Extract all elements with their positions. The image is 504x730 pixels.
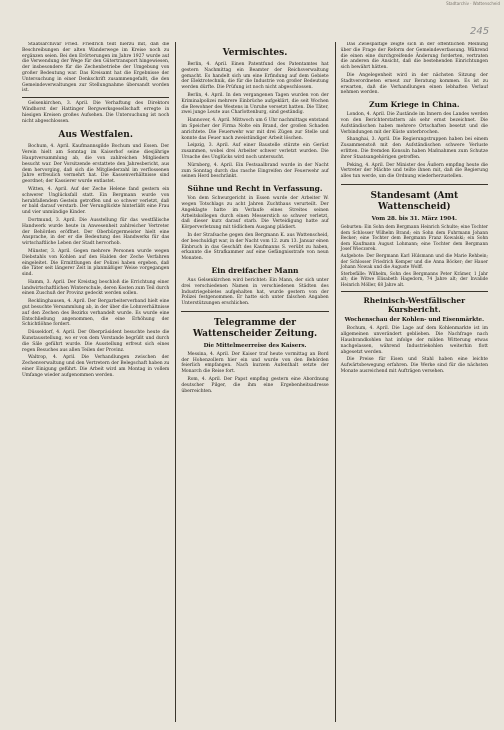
article-text: Aus Gelsenkirchen wird berichtet: Ein Mann, der sich unter drei verschiedenen Namen in verschiedenen Städten des Industriegebietes aufgehalten hat, wurde gestern von der Polizei festgenommen. Er hatte sich unter falschen Angaben Unterstützungen erschlichen.	[181, 277, 329, 307]
registry-births: Geburten: Ein Sohn dem Bergmann Heinrich Schulte; eine Tochter dem Schlosser Wilhelm Brand; ein Sohn dem Fuhrmann Johann Becker; eine Tochter dem Bergmann Franz Kowalski; ein Sohn dem Kaufmann August Lohmann; eine Tochter dem Bergmann Josef Wieczorek.	[340, 224, 488, 253]
column-2	[175, 42, 328, 722]
section-heading: Aus Westfalen.	[58, 130, 133, 141]
section-heading: Zum Kriege in China.	[369, 100, 460, 110]
divider	[22, 97, 169, 98]
divider	[341, 184, 488, 185]
handwritten-page-number: 245	[470, 26, 490, 37]
article-text: Recklinghausen, 4. April. Der Bergarbeiterverband hielt eine gut besuchte Versammlung ab, in der über die Lohnverhältnisse auf den Zechen des Bezirks verhandelt wurde. Es wurde eine Entschließung angenommen, die eine Erhöhung der Schichtlöhne fordert.	[22, 299, 170, 328]
article-text: Düsseldorf, 4. April. Der Oberpräsident besuchte heute die Kunstausstellung, wo er von dem Vorstande begrüßt und durch die Säle geführt wurde. Die Ausstellung erfreut sich eines regen Besuches aus allen Teilen der Provinz.	[22, 330, 170, 353]
section-heading: Vermischtes.	[222, 48, 288, 58]
newspaper-page	[22, 42, 488, 722]
article-text: Gelsenkirchen, 3. April. Die Verhaftung des Direktors Windhorst der Hattinger Bergwerksgesellschaft erregte in hiesigen Kreisen großes Aufsehen. Die Untersuchung ist noch nicht abgeschlossen.	[22, 101, 170, 124]
article-text: Waltrop, 4. April. Die Verhandlungen zwischen der Zechenverwaltung und den Vertretern der Belegschaft haben zu einer Einigung geführt. Die Arbeit wird am Montag in vollem Umfange wieder aufgenommen werden.	[22, 355, 170, 378]
column-1	[22, 42, 169, 722]
article-text: Hannover, 4. April. Mittwoch um 6 Uhr nachmittags entstand im Speicher der Firma Nolte ein Brand, der großen Schaden anrichtete. Die Feuerwehr war mit drei Zügen zur Stelle und konnte das Feuer nach zweistündiger Arbeit löschen.	[181, 118, 329, 141]
divider	[341, 291, 488, 292]
archive-stamp: Stadtarchiv · Wattenscheid	[446, 1, 500, 6]
section-heading: Standesamt (Amt Wattenscheid)	[370, 190, 459, 212]
article-text: Leipzig, 3. April. Auf einer Baustelle stürzte ein Gerüst zusammen, wobei drei Arbeiter schwer verletzt wurden. Die Ursache des Unglücks wird noch untersucht.	[181, 143, 329, 160]
section-heading: Ein dreifacher Mann	[211, 265, 299, 275]
article-text: Bochum, 4. April. Die Lage auf dem Kohlenmarkte ist im allgemeinen unverändert geblieben. Die Nachfrage nach Hausbrandkohlen hat infolge der milden Witterung etwas nachgelassen, während Industriekohlen weiterhin flott abgesetzt werden.	[340, 326, 488, 355]
article-text: Staatsarchivar Fried. Friedrich teilt hierzu mit, daß die Beschreibungen der alten Wanderwege im Kreise noch zu ergänzen seien. Bei den Erörterungen im Jahre 1927 wurde auf die Verwendung der Wege für den Gütertransport hingewiesen, der insbesondere für die Zechenbetriebe der Umgebung von großer Bedeutung war. Das Kreisamt hat die Ergebnisse der Untersuchung in einer Denkschrift zusammengefaßt, die den Gemeindeverwaltungen zur Stellungnahme übersandt worden ist.	[22, 42, 170, 94]
article-text: Peking, 4. April. Der Minister des Äußern empfing heute die Vertreter der Mächte und teilte ihnen mit, daß die Regierung alles tun werde, um die Ordnung wiederherzustellen.	[340, 162, 488, 180]
article-text: Messina, 4. April. Der Kaiser traf heute vormittag an Bord der Hohenzollern hier ein und wurde von den Behörden feierlich empfangen. Nach kurzem Aufenthalt setzte der Monarch die Reise fort.	[181, 351, 329, 375]
subheading: Die Mittelmeerreise des Kaisers.	[203, 342, 307, 349]
column-3	[335, 42, 488, 722]
article-text: Bochum, 4. April. Kaufmannsgilde Bochum und Essen. Der Verein hielt am Sonntag im Kaiserhof seine diesjährige Hauptversammlung ab, die von zahlreichen Mitgliedern besucht war. Der Vorsitzende erstattete den Jahresbericht, aus dem hervorging, daß sich die Mitgliederzahl im verflossenen Jahre erfreulich vermehrt hat. Die Kassenverhältnisse sind geordnet; der Kassierer wurde entlastet.	[22, 144, 170, 185]
article-text: Berlin, 4. April. In den vergangenen Tagen wurden von der Kriminalpolizei mehrere Einbrüche aufgeklärt, die seit Wochen die Bewohner des Westens in Unruhe versetzt hatten. Die Täter, zwei junge Leute aus Charlottenburg, sind geständig.	[181, 92, 329, 116]
article-text: Berlin, 4. April. Einen Patentfund des Patentamtes hat gestern Nachmittag ein Beamter der Reichsverwaltung gemacht. Es handelt sich um eine Erfindung auf dem Gebiete der Elektrotechnik, die für die Industrie von großer Bedeutung werden dürfte. Die Prüfung ist noch nicht abgeschlossen.	[181, 62, 329, 91]
divider	[181, 311, 328, 312]
article-text: Die Angelegenheit wird in der nächsten Sitzung der Stadtverordneten erneut zur Beratung kommen. Es ist zu erwarten, daß die Verhandlungen einen lebhaften Verlauf nehmen werden.	[340, 72, 488, 96]
article-text: London, 4. April. Die Zustände im Innern des Landes werden von den Berichterstattern als sehr ernst bezeichnet. Die Aufständischen haben mehrere Ortschaften besetzt und die Verbindungen mit der Küste unterbrochen.	[340, 112, 488, 135]
section-heading: Rheinisch-Westfälischer Kursbericht.	[363, 296, 466, 315]
article-text: Von dem Schwurgericht in Essen wurde der Arbeiter W. wegen Totschlags zu acht Jahren Zuchthaus verurteilt. Der Angeklagte hatte im Verlaufe eines Streites seinen Arbeitskollegen durch einen Messerstich so schwer verletzt, daß dieser kurz darauf starb. Die Verteidigung hatte auf Körperverletzung mit tödlichem Ausgang plädiert.	[181, 196, 329, 231]
registry-banns: Aufgebote: Der Bergmann Karl Hülsmann und die Marie Rehbein; der Schlosser Friedrich Kemper und die Anna Böcker; der Hauer Johann Nowak und die Auguste Wolff.	[340, 253, 488, 271]
article-text: Shanghai, 3. April. Die Regierungstruppen haben bei einem Zusammenstoß mit den Aufständischen schwere Verluste erlitten. Die fremden Konsuln haben Maßnahmen zum Schutze ihrer Staatsangehörigen getroffen.	[340, 137, 488, 160]
article-text: Münster, 3. April. Gegen mehrere Personen wurde wegen Diebstahls von Kohlen auf den Halden der Zeche Verfahren eingeleitet. Die Ermittlungen der Polizei haben ergeben, daß die Täter seit längerer Zeit in planmäßiger Weise vorgegangen sind.	[22, 248, 170, 278]
article-text: Witten, 4. April. Auf der Zeche Helene fand gestern ein schwerer Unglücksfall statt. Ein Bergmann wurde von herabfallendem Gestein getroffen und so schwer verletzt, daß er bald darauf verstarb. Der Verunglückte hinterläßt eine Frau und vier unmündige Kinder.	[22, 186, 170, 216]
article-text: In der Strafsache gegen den Bergmann K. aus Wattenscheid, der beschuldigt war, in der Nacht vom 12. zum 13. Januar einen Einbruch in das Geschäft des Kaufmanns S. verübt zu haben, erkannte die Strafkammer auf eine Gefängnisstrafe von neun Monaten.	[181, 232, 329, 262]
subheading: Wochenschau der Kohlen- und Eisenmärkte.	[344, 317, 485, 324]
article-text: Dortmund, 3. April. Die Ausstellung für das westfälische Handwerk wurde heute in Anwesenheit zahlreicher Vertreter der Behörden eröffnet. Der Oberbürgermeister hielt eine Ansprache, in der er die Bedeutung des Handwerks für das wirtschaftliche Leben der Stadt hervorhob.	[22, 217, 170, 247]
section-heading: Telegramme der Wattenscheider Zeitung.	[192, 317, 318, 339]
article-text: Hamm, 3. April. Der Kreistag beschloß die Errichtung einer landwirtschaftlichen Winterschule, deren Kosten zum Teil durch einen Zuschuß der Provinz gedeckt werden sollen.	[22, 279, 170, 297]
registry-deaths: Sterbefälle: Wilhelm, Sohn des Bergmanns Peter Krämer, 1 Jahr alt; die Witwe Elisabeth Hagedorn, 74 Jahre alt; der Invalide Heinrich Möller, 68 Jahre alt.	[340, 271, 488, 288]
article-text: Die Preise für Eisen und Stahl haben eine leichte Aufwärtsbewegung erfahren. Die Werke sind für die nächsten Monate ausreichend mit Aufträgen versehen.	[340, 357, 488, 375]
article-text: Nürnberg, 4. April. Ein Festsaalbrand wurde in der Nacht zum Sonntag durch das rasche Eingreifen der Feuerwehr auf seinen Herd beschränkt.	[181, 162, 329, 180]
subheading: Vom 28. bis 31. März 1904.	[371, 215, 457, 222]
section-heading: Sühne und Recht in Verfassung.	[187, 184, 323, 194]
article-text: Das Zwiespältige zeigte sich in der öffentlichen Meinung über die Frage der Reform der Gemeindeverfassung. Während die einen eine durchgreifende Änderung forderten, vertraten die anderen die Ansicht, daß die bestehenden Einrichtungen sich bewährt hätten.	[340, 42, 488, 71]
article-text: Rom, 4. April. Der Papst empfing gestern eine Abordnung deutscher Pilger, die ihm eine Ergebenheitsadresse überreichten.	[181, 377, 329, 394]
